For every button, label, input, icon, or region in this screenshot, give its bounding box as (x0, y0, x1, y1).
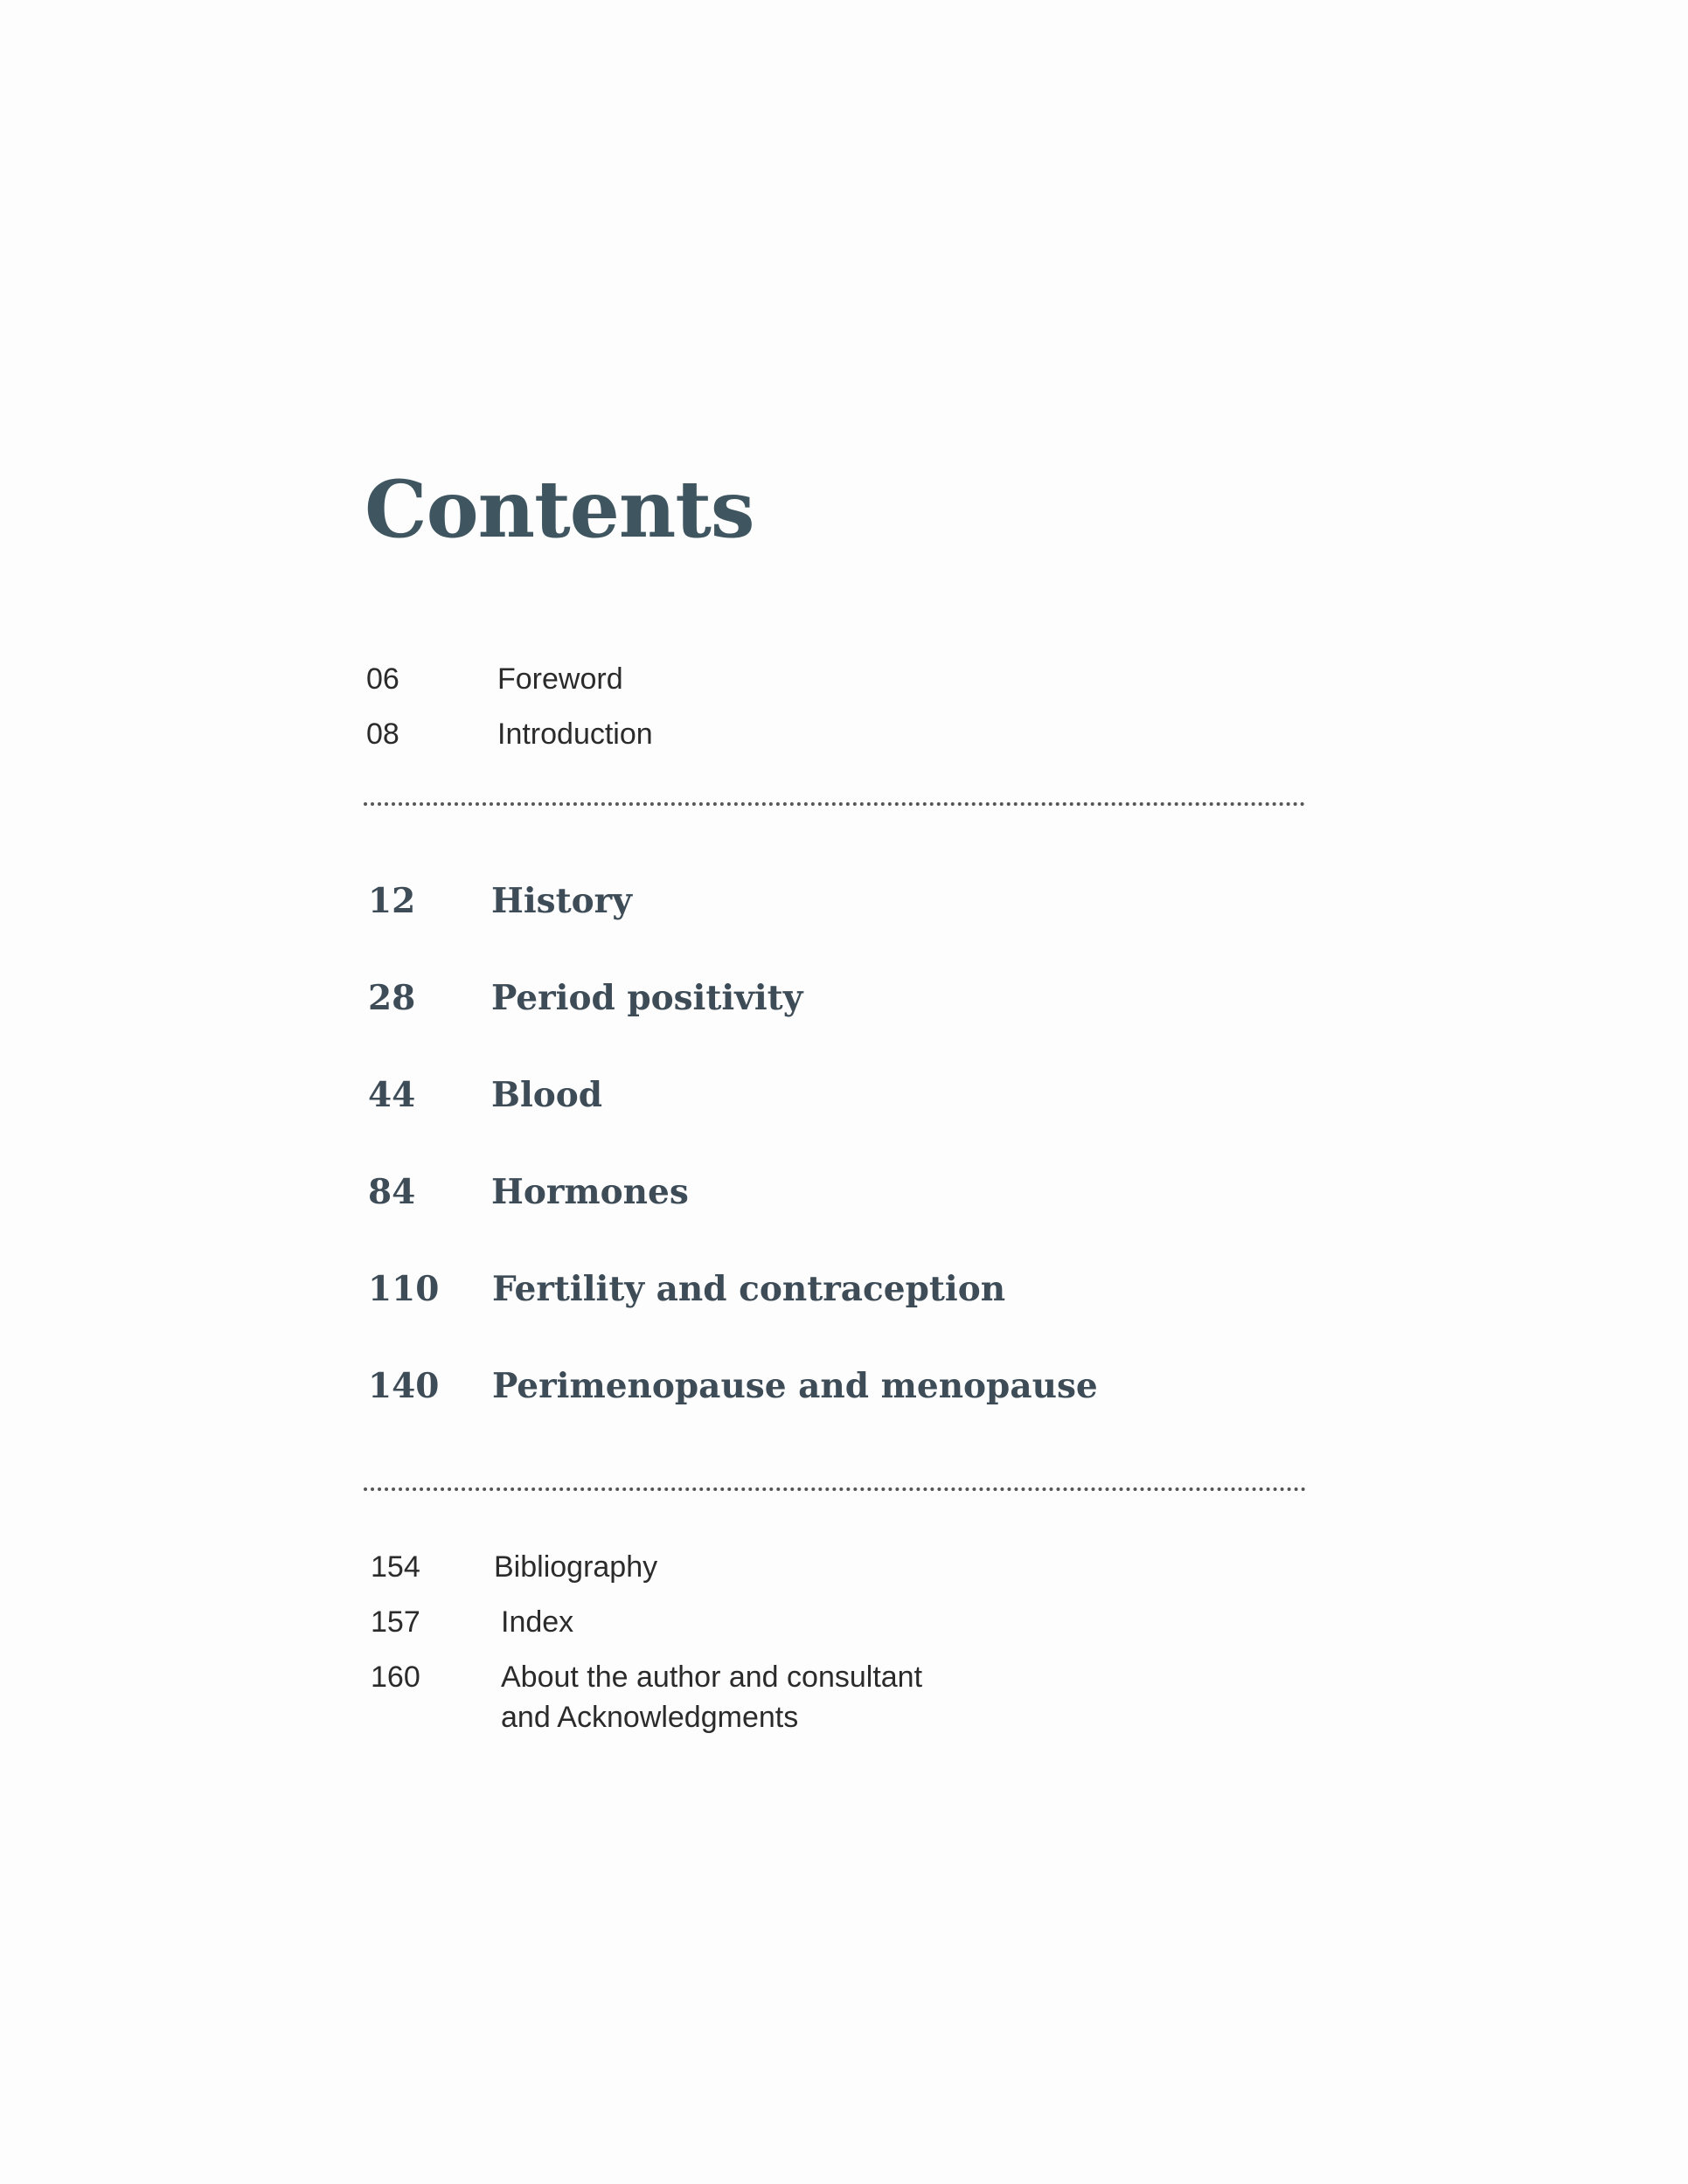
toc-page-number: 28 (368, 978, 416, 1018)
toc-page-number: 154 (371, 1550, 420, 1584)
dotted-divider (364, 1487, 1306, 1491)
toc-entry-introduction[interactable]: Introduction (497, 718, 653, 751)
toc-entry-menopause[interactable]: Perimenopause and menopause (492, 1366, 1098, 1406)
toc-page-number: 06 (366, 662, 399, 696)
page-title: Contents (365, 463, 754, 556)
toc-page-number: 157 (371, 1605, 420, 1639)
toc-entry-fertility[interactable]: Fertility and contraception (492, 1269, 1006, 1309)
toc-entry-history[interactable]: History (491, 881, 632, 921)
toc-entry-hormones[interactable]: Hormones (491, 1172, 689, 1212)
toc-entry-blood[interactable]: Blood (491, 1075, 603, 1115)
toc-page-number: 160 (371, 1661, 420, 1694)
toc-page-number: 110 (368, 1269, 440, 1309)
toc-page-number: 12 (368, 881, 416, 921)
toc-entry-index[interactable]: Index (501, 1605, 574, 1639)
toc-page-number: 44 (368, 1075, 416, 1115)
toc-page-number: 84 (368, 1172, 416, 1212)
toc-entry-about-author[interactable]: About the author and consultant (501, 1661, 923, 1694)
toc-page-number: 140 (368, 1366, 440, 1406)
toc-entry-period-positivity[interactable]: Period positivity (491, 978, 803, 1018)
toc-page-number: 08 (366, 718, 399, 751)
dotted-divider (364, 802, 1305, 806)
toc-entry-foreword[interactable]: Foreword (497, 662, 623, 696)
toc-entry-about-author-line2[interactable]: and Acknowledgments (501, 1701, 799, 1734)
toc-entry-bibliography[interactable]: Bibliography (494, 1550, 658, 1584)
